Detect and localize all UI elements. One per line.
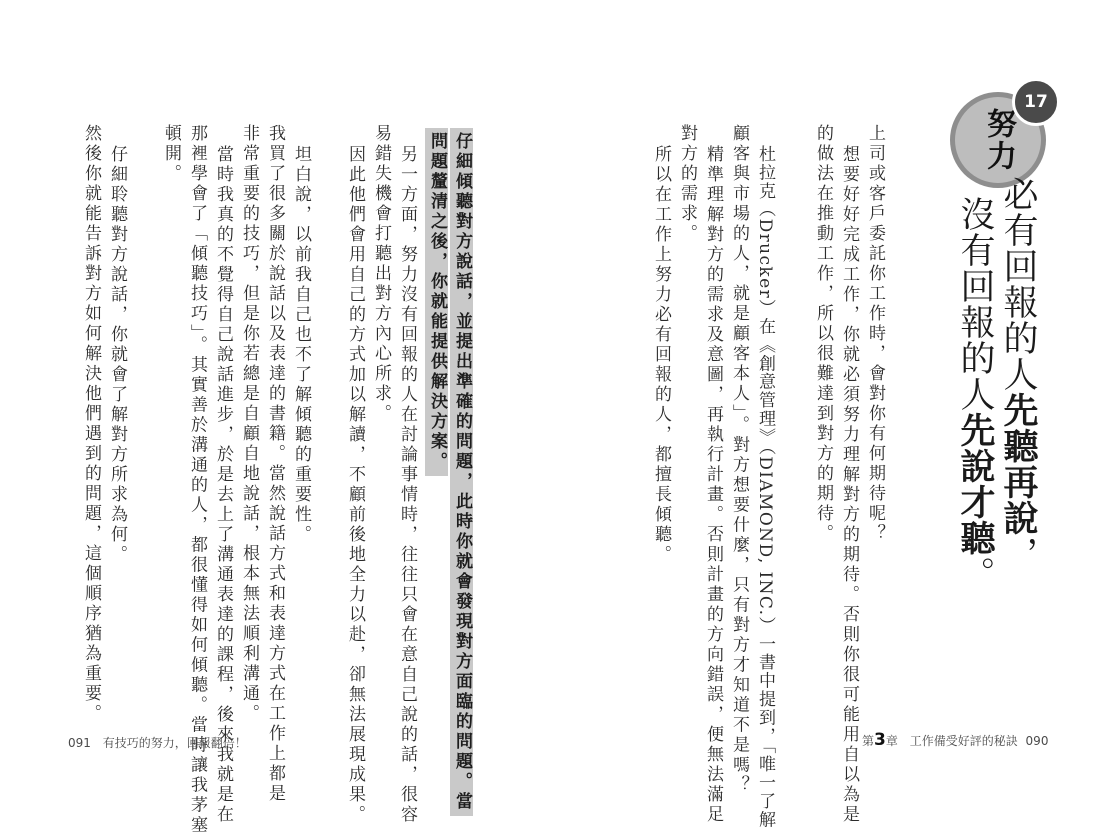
body-line: 非常重要的技巧，但是你若總是自顧自地說話，根本無法順利溝通。 [239, 124, 259, 724]
chapter-number: 3 [874, 730, 886, 750]
right-running-title: 工作備受好評的秘訣 [909, 734, 1018, 748]
body-line: 我買了很多關於說話以及表達的書籍。當然說話方式和表達方式在工作上都是 [265, 124, 285, 804]
section-number-badge: 17 [1012, 78, 1060, 126]
body-line: 當時我真的不覺得自己說話進步，於是去上了溝通表達的課程，後來我就是在 [213, 145, 233, 825]
section-badge-label: 努力 [981, 108, 1016, 172]
title-line-1-lead: 必有回報的人 [998, 176, 1038, 392]
body-line: 仔細聆聽對方說話，你就會了解對方所求為何。 [107, 145, 127, 565]
body-line: 顧客與市場的人，就是顧客本人」。對方想要什麼，只有對方才知道不是嗎？ [729, 124, 749, 796]
body-line: 另一方面，努力沒有回報的人在討論事情時，往往只會在意自己說的話，很容 [397, 145, 417, 825]
body-line: 易錯失機會打聽出對方內心所求。 [371, 124, 391, 424]
body-line: 因此他們會用自己的方式加以解讀，不顧前後地全力以赴，卻無法展現成果。 [345, 145, 365, 825]
section-title-line-2 [955, 196, 995, 592]
body-line: 所以在工作上努力必有回報的人，都擅長傾聽。 [651, 145, 671, 565]
body-line: 然後你就能告訴對方如何解決他們遇到的問題，這個順序猶為重要。 [81, 124, 101, 724]
highlight-line: 仔細傾聽對方說話，並提出準確的問題，此時你就會發現對方面臨的問題。當 [450, 128, 473, 816]
body-line: 想要好好完成工作，你就必須努力理解對方的期待。否則你很可能用自以為是 [839, 145, 859, 825]
body-line: 對方的需求。 [677, 124, 697, 244]
left-page-number: 091 [68, 736, 91, 750]
body-line: 杜拉克（Drucker）在《創意管理》（DIAMOND, INC.）一書中提到，「唯一了解 [755, 145, 775, 829]
body-line: 精準理解對方的需求及意圖，再執行計畫。否則計畫的方向錯誤，便無法滿足 [703, 145, 723, 825]
body-line: 頓開。 [161, 124, 181, 184]
title-line-1-punct: ， [998, 536, 1038, 572]
title-line-1-emphasis: 先聽再說 [998, 392, 1038, 536]
right-page-footer [862, 730, 1048, 750]
body-line: 上司或客戶委託你工作時，會對你有何期待呢？ [865, 124, 885, 544]
body-line: 那裡學會了「傾聽技巧」。其實善於溝通的人，都很懂得如何傾聽。當時讓我茅塞 [187, 124, 207, 836]
body-line: 的做法在推動工作，所以很難達到對方的期待。 [813, 124, 833, 544]
highlight-line: 問題釐清之後，你就能提供解決方案。 [425, 128, 448, 476]
title-line-2-emphasis: 先說才聽 [955, 412, 995, 556]
title-line-2-lead: 沒有回報的人 [955, 196, 995, 412]
chapter-suffix: 章 [885, 734, 898, 748]
chapter-prefix: 第 [862, 734, 875, 748]
left-running-title: 有技巧的努力，回報翻倍！ [102, 736, 247, 750]
title-line-2-punct: 。 [955, 556, 995, 592]
right-page-number: 090 [1025, 734, 1049, 748]
body-line: 坦白說，以前我自己也不了解傾聽的重要性。 [291, 145, 311, 545]
section-title-line-1 [998, 176, 1038, 572]
left-page-footer [68, 734, 247, 751]
